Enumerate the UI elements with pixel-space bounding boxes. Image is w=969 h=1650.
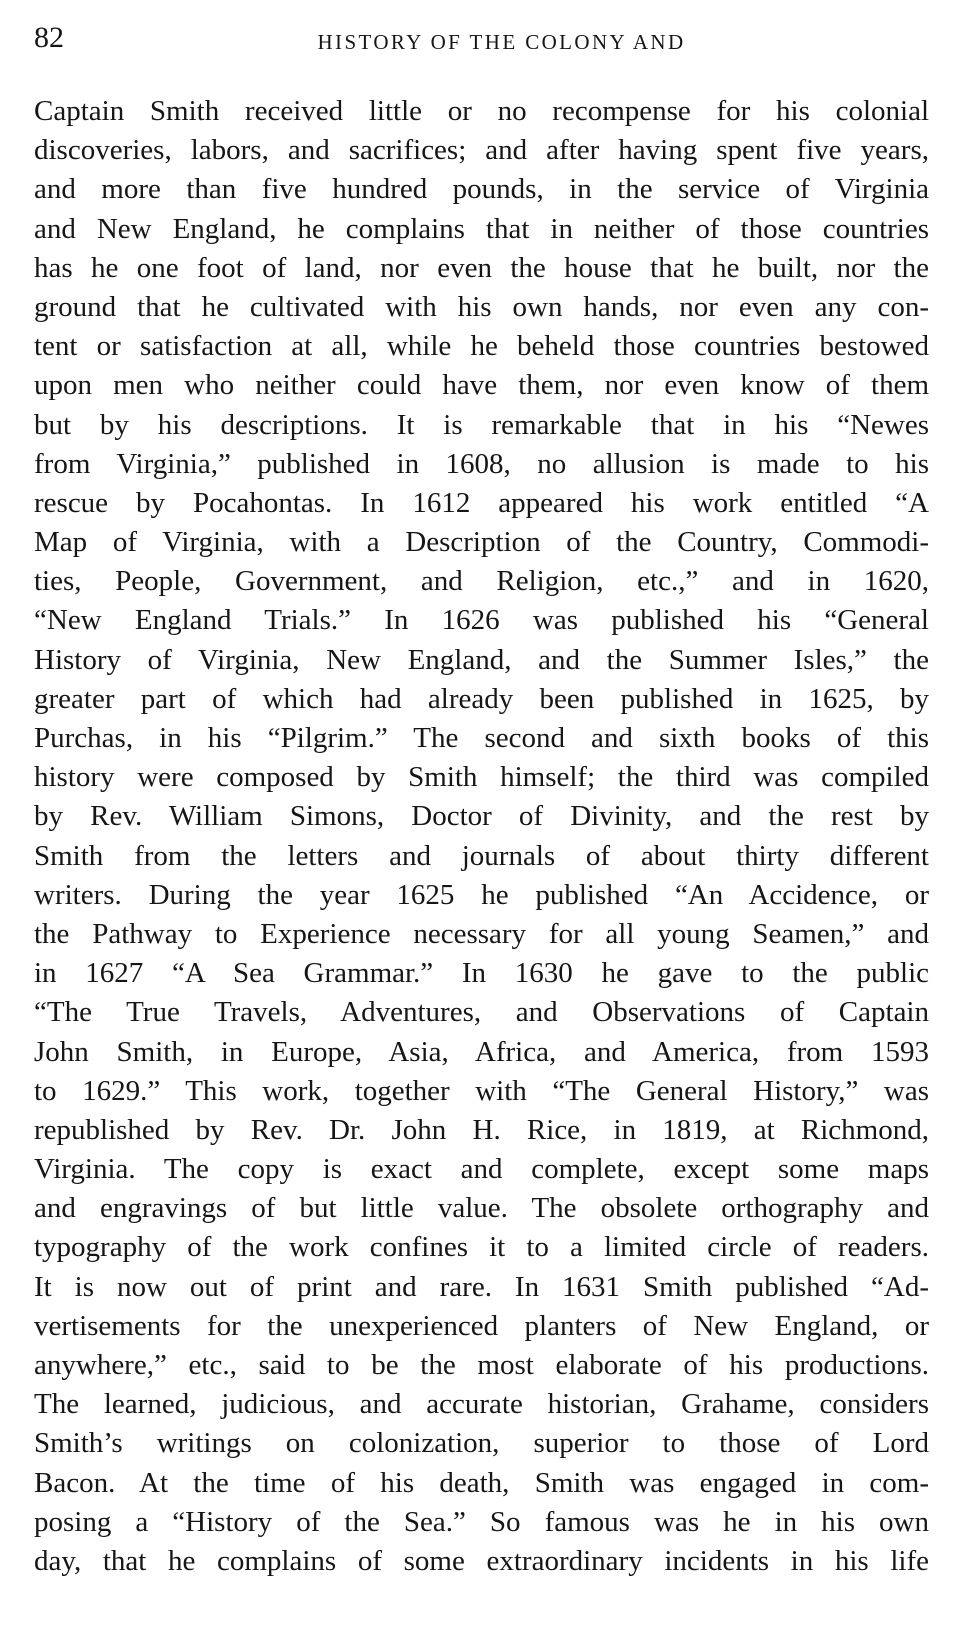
text-line: “The True Travels, Adventures, and Observations of Captain	[34, 996, 929, 1029]
text-line: ground that he cultivated with his own hands, nor even any con-	[34, 290, 929, 323]
text-line: The learned, judicious, and accurate historian, Grahame, considers	[34, 1388, 929, 1421]
text-line: and more than five hundred pounds, in the service of Virginia	[34, 173, 929, 206]
text-line: history were composed by Smith himself; the third was compiled	[34, 761, 929, 794]
text-line: It is now out of print and rare. In 1631 Smith published “Ad-	[34, 1270, 929, 1303]
text-line: rescue by Pocahontas. In 1612 appeared his work entitled “A	[34, 486, 929, 519]
text-line: day, that he complains of some extraordinary incidents in his life	[34, 1544, 929, 1577]
page-number: 82	[34, 21, 64, 54]
text-line: John Smith, in Europe, Asia, Africa, and America, from 1593	[34, 1035, 929, 1068]
text-line: has he one foot of land, nor even the house that he built, nor the	[34, 251, 929, 284]
text-line: to 1629.” This work, together with “The General History,” was	[34, 1074, 929, 1107]
text-line: but by his descriptions. It is remarkable that in his “Newes	[34, 408, 929, 441]
text-line: typography of the work confines it to a limited circle of readers.	[34, 1231, 929, 1264]
text-line: from Virginia,” published in 1608, no allusion is made to his	[34, 447, 929, 480]
text-line: discoveries, labors, and sacrifices; and after having spent five years,	[34, 134, 929, 167]
text-line: and New England, he complains that in neither of those countries	[34, 212, 929, 245]
text-line: Captain Smith received little or no recompense for his colonial	[34, 95, 929, 127]
text-line: Virginia. The copy is exact and complete, except some maps	[34, 1153, 929, 1186]
text-line: posing a “History of the Sea.” So famous was he in his own	[34, 1505, 929, 1538]
text-line: and engravings of but little value. The obsolete orthography and	[34, 1192, 929, 1225]
text-line: in 1627 “A Sea Grammar.” In 1630 he gave to the public	[34, 957, 929, 990]
text-line: Smith’s writings on colonization, superior to those of Lord	[34, 1427, 929, 1460]
text-line: vertisements for the unexperienced planters of New England, or	[34, 1309, 929, 1342]
text-line: writers. During the year 1625 he published “An Accidence, or	[34, 878, 929, 911]
text-line: upon men who neither could have them, nor even know of them	[34, 369, 929, 402]
text-line: “New England Trials.” In 1626 was published his “General	[34, 604, 929, 637]
body-text	[34, 92, 929, 1581]
text-line: anywhere,” etc., said to be the most elaborate of his productions.	[34, 1349, 929, 1381]
text-line: tent or satisfaction at all, while he beheld those countries bestowed	[34, 330, 929, 363]
text-line: ties, People, Government, and Religion, etc.,” and in 1620,	[34, 565, 929, 598]
text-line: Smith from the letters and journals of about thirty different	[34, 839, 929, 872]
page-header	[34, 18, 929, 58]
text-line: History of Virginia, New England, and the Summer Isles,” the	[34, 643, 929, 676]
text-line: Map of Virginia, with a Description of the Country, Commodi-	[34, 526, 929, 559]
text-line: republished by Rev. Dr. John H. Rice, in 1819, at Richmond,	[34, 1113, 929, 1146]
text-line: Bacon. At the time of his death, Smith was engaged in com-	[34, 1466, 929, 1499]
text-line: Purchas, in his “Pilgrim.” The second and sixth books of this	[34, 722, 929, 754]
text-line: greater part of which had already been published in 1625, by	[34, 682, 929, 715]
text-line: by Rev. William Simons, Doctor of Divinity, and the rest by	[34, 800, 929, 833]
running-title: HISTORY OF THE COLONY AND	[317, 30, 686, 54]
text-line: the Pathway to Experience necessary for all young Seamen,” and	[34, 917, 929, 950]
